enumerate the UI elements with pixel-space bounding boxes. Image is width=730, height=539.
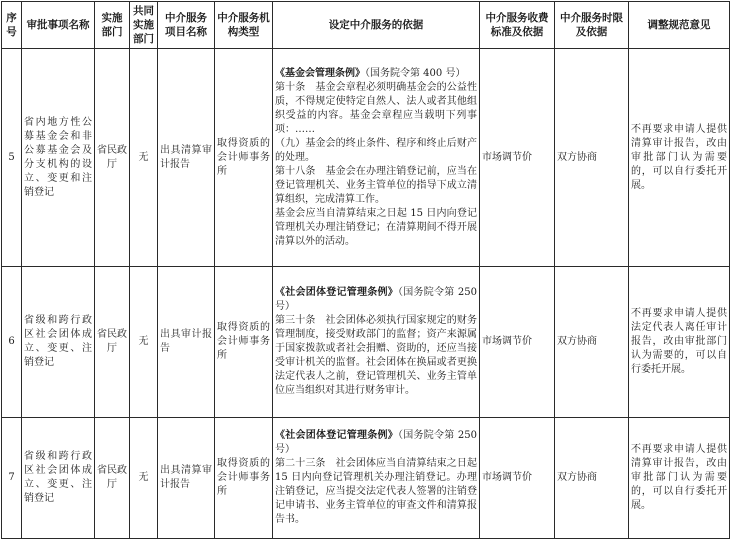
cell-dept: 省民政厅 (95, 267, 130, 418)
cell-service: 出具清算审计报告 (158, 49, 215, 267)
cell-time: 双方协商 (555, 418, 629, 539)
cell-co-dept: 无 (130, 49, 158, 267)
cell-basis (273, 267, 480, 418)
header-agency: 中介服务机构类型 (215, 2, 273, 49)
cell-item: 省级和跨行政区社会团体成立、变更、注销登记 (22, 418, 95, 539)
cell-dept: 省民政厅 (95, 49, 130, 267)
header-service: 中介服务项目名称 (158, 2, 215, 49)
basis-paragraph: 第三十条 社会团体必须执行国家规定的财务管理制度，接受财政部门的监督；资产来源属于国家拨款或者社会捐赠、资助的，还应当接受审计机关的监督。社会团体在换届或者更换法定代表人之前，登记管理机关、业务主管单位应当组织对其进行财务审计。 (275, 315, 477, 396)
law-reference: （国务院令第 250 号） (275, 287, 478, 312)
cell-item: 省级和跨行政区社会团体成立、变更、注销登记 (22, 267, 95, 418)
cell-co-dept: 无 (130, 418, 158, 539)
header-co-dept: 共同实施部门 (130, 2, 158, 49)
cell-agency: 取得资质的会计师事务所 (215, 418, 273, 539)
header-opinion: 调整规范意见 (629, 2, 730, 49)
basis-citation (275, 429, 477, 457)
cell-opinion: 不再要求申请人提供清算审计报告，改由审批部门认为需要的，可以自行委托开展。 (629, 418, 730, 539)
header-fee: 中介服务收费标准及依据 (480, 2, 555, 49)
cell-basis (273, 418, 480, 539)
table-header-row (2, 2, 730, 49)
table-row (2, 418, 730, 539)
cell-agency: 取得资质的会计师事务所 (215, 267, 273, 418)
cell-time: 双方协商 (555, 49, 629, 267)
header-basis: 设定中介服务的依据 (273, 2, 480, 49)
basis-paragraph: 第二十三条 社会团体应当自清算结束之日起 15 日内向登记管理机关办理注销登记。办理注销登记，应当提交法定代表人签署的注销登记申请书、业务主管单位的审查文件和清算报告书。 (275, 458, 477, 525)
law-reference: （国务院令第 250 号） (275, 430, 478, 455)
cell-time: 双方协商 (555, 267, 629, 418)
header-dept: 实施部门 (95, 2, 130, 49)
cell-basis (273, 49, 480, 267)
cell-dept: 省民政厅 (95, 418, 130, 539)
header-item: 审批事项名称 (22, 2, 95, 49)
basis-paragraph: 基金会应当自清算结束之日起 15 日内向登记管理机关办理注销登记；在清算期间不得开展清算以外的活动。 (275, 207, 477, 247)
basis-citation (275, 286, 477, 314)
cell-no: 7 (2, 418, 22, 539)
header-time: 中介服务时限及依据 (555, 2, 629, 49)
cell-co-dept: 无 (130, 267, 158, 418)
basis-citation (275, 67, 477, 81)
cell-service: 出具审计报告 (158, 267, 215, 418)
cell-agency: 取得资质的会计师事务所 (215, 49, 273, 267)
law-reference: （国务院令第 400 号） (365, 67, 466, 79)
cell-fee: 市场调节价 (480, 267, 555, 418)
cell-no: 6 (2, 267, 22, 418)
cell-service: 出具清算审计报告 (158, 418, 215, 539)
cell-opinion: 不再要求申请人提供法定代表人离任审计报告，改由审批部门认为需要的，可以自行委托开展。 (629, 267, 730, 418)
approval-items-table (1, 1, 730, 539)
basis-paragraph: 第十八条 基金会在办理注销登记前，应当在登记管理机关、业务主管单位的指导下成立清算组织，完成清算工作。 (275, 165, 477, 205)
law-title: 《社会团体登记管理条例》 (275, 287, 398, 298)
law-title: 《社会团体登记管理条例》 (275, 430, 398, 441)
cell-fee: 市场调节价 (480, 418, 555, 539)
table-row (2, 267, 730, 418)
cell-fee: 市场调节价 (480, 49, 555, 267)
cell-no: 5 (2, 49, 22, 267)
basis-paragraph: 第十条 基金会章程必须明确基金会的公益性质，不得规定使特定自然人、法人或者其他组织受益的内容。基金会章程应当载明下列事项：…… (275, 81, 477, 135)
basis-paragraph: （九）基金会的终止条件、程序和终止后财产的处理。 (275, 137, 477, 163)
table-row (2, 49, 730, 267)
header-no: 序号 (2, 2, 22, 49)
cell-item: 省内地方性公募基金会和非公募基金会及分支机构的设立、变更和注销登记 (22, 49, 95, 267)
law-title: 《基金会管理条例》 (275, 67, 365, 79)
cell-opinion: 不再要求申请人提供清算审计报告，改由审批部门认为需要的，可以自行委托开展。 (629, 49, 730, 267)
